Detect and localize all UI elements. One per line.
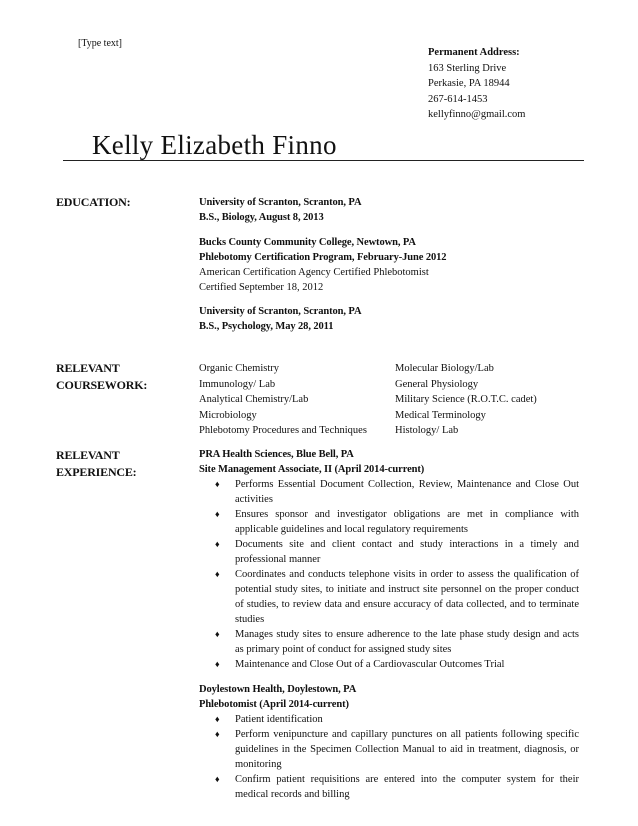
coursework-heading	[56, 360, 147, 394]
permanent-address	[428, 45, 525, 123]
list-item: ♦ Ensures sponsor and investigator obligations are met in compliance with applicable guidelines and local regulatory requirements	[199, 507, 579, 537]
list-item: ♦ Patient identification	[199, 712, 579, 727]
list-item: ♦ Confirm patient requisitions are entered into the computer system for their medical records and billing	[199, 772, 579, 802]
address-email[interactable]: kellyfinno@gmail.com	[428, 109, 526, 120]
school-name: University of Scranton, Scranton, PA	[199, 306, 362, 317]
course-item: Histology/ Lab	[395, 425, 459, 436]
education-entry	[199, 304, 361, 334]
employer: PRA Health Sciences, Blue Bell, PA	[199, 449, 354, 460]
course-item: Medical Terminology	[395, 409, 486, 421]
experience-heading	[56, 447, 136, 481]
address-phone: 267-614-1453	[428, 93, 488, 105]
header-divider	[63, 160, 584, 161]
degree: B.S., Psychology, May 28, 2011	[199, 321, 334, 332]
course-item: Analytical Chemistry/Lab	[199, 394, 309, 405]
education-heading: EDUCATION:	[56, 195, 131, 209]
experience-heading-line2: EXPERIENCE:	[56, 465, 137, 479]
job-entry	[199, 682, 579, 802]
course-item: Molecular Biology/Lab	[395, 363, 494, 374]
coursework-left-column	[199, 361, 367, 439]
job-duties	[199, 712, 579, 802]
course-item: Immunology/ Lab	[199, 378, 276, 390]
job-title: Phlebotomist (April 2014-current)	[199, 699, 349, 710]
address-label: Permanent Address:	[428, 47, 520, 58]
header-placeholder-text: [Type text]	[78, 38, 123, 49]
course-item: Military Science (R.O.T.C. cadet)	[395, 394, 537, 405]
school-name: Bucks County Community College, Newtown, PA	[199, 237, 416, 248]
course-item: Phlebotomy Procedures and Techniques	[199, 425, 367, 436]
coursework-heading-line1: RELEVANT	[56, 361, 120, 375]
program: Phlebotomy Certification Program, February-June 2012	[199, 252, 447, 263]
list-item: ♦ Manages study sites to ensure adherence to the late phase study design and acts as primary point of conduct for assigned study sites	[199, 627, 579, 657]
list-item: ♦ Perform venipuncture and capillary punctures on all patients following specific guidelines in the Specimen Collection Manual to aid in treatment, diagnosis, or monitoring	[199, 727, 579, 772]
course-item: General Physiology	[395, 378, 479, 390]
school-name: University of Scranton, Scranton, PA	[199, 197, 362, 208]
experience-heading-line1: RELEVANT	[56, 448, 120, 462]
job-entry	[199, 447, 579, 672]
list-item: ♦ Documents site and client contact and study interactions in a timely and professional manner	[199, 537, 579, 567]
certification: American Certification Agency Certified Phlebotomist	[199, 267, 429, 278]
degree: B.S., Biology, August 8, 2013	[199, 212, 324, 223]
candidate-name: Kelly Elizabeth Finno	[92, 130, 337, 160]
education-entry	[199, 235, 446, 295]
address-street: 163 Sterling Drive	[428, 62, 507, 74]
coursework-heading-line2: COURSEWORK:	[56, 378, 148, 392]
job-duties	[199, 477, 579, 672]
employer: Doylestown Health, Doylestown, PA	[199, 684, 357, 695]
list-item: ♦ Maintenance and Close Out of a Cardiovascular Outcomes Trial	[199, 657, 579, 672]
list-item: ♦ Performs Essential Document Collection, Review, Maintenance and Close Out activities	[199, 477, 579, 507]
job-title: Site Management Associate, II (April 2014-current)	[199, 464, 425, 475]
list-item: ♦ Coordinates and conducts telephone visits in order to assess the qualification of potential study sites, to initiate and instruct site personnel on the proper conduct of studies, to review data and ensure accuracy of data collected, and to terminate studies	[199, 567, 579, 627]
coursework-right-column	[395, 361, 537, 439]
certification-date: Certified September 18, 2012	[199, 282, 324, 293]
education-entry	[199, 195, 361, 225]
course-item: Organic Chemistry	[199, 363, 280, 374]
address-city: Perkasie, PA 18944	[428, 78, 510, 89]
course-item: Microbiology	[199, 409, 257, 421]
